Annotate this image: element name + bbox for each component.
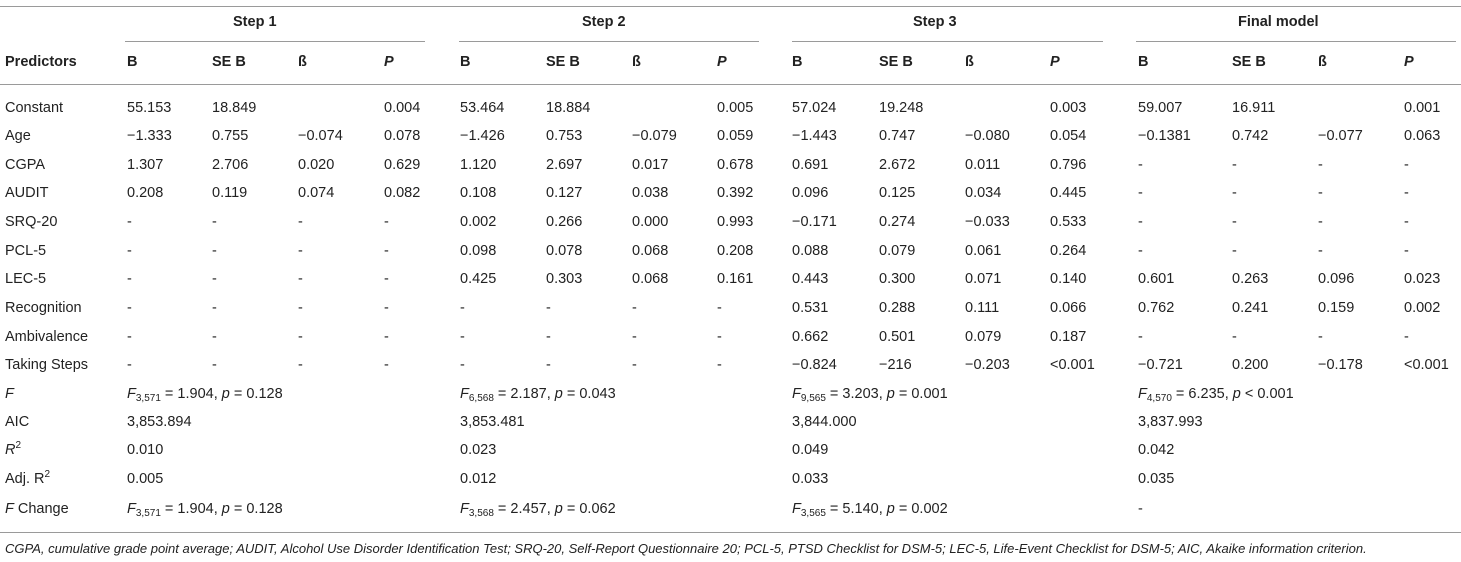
table-cell: 0.392: [717, 185, 754, 201]
table-cell: -: [1318, 214, 1323, 230]
table-cell: 0.017: [632, 157, 669, 173]
f_change-value: [127, 501, 283, 517]
table-cell: -: [384, 271, 389, 287]
table-cell: 0.678: [717, 157, 754, 173]
table-cell: <0.001: [1404, 357, 1449, 373]
table-cell: -: [460, 329, 465, 345]
table-cell: 0.127: [546, 185, 583, 201]
table-cell: -: [298, 300, 303, 316]
table-cell: 0.096: [792, 185, 829, 201]
table-cell: -: [384, 329, 389, 345]
table-cell: -: [1404, 185, 1409, 201]
aic-value: 3,853.481: [460, 414, 525, 430]
table-cell: -: [212, 300, 217, 316]
adj-r2-superscript: 2: [44, 469, 51, 480]
table-cell: 0.208: [717, 243, 754, 259]
table-cell: 0.161: [717, 271, 754, 287]
row-label: Constant: [5, 100, 64, 116]
table-cell: -: [298, 243, 303, 259]
bottom-rule: [0, 532, 1461, 533]
table-cell: 0.079: [965, 329, 1002, 345]
table-cell: 0.004: [384, 100, 421, 116]
p-value: = 0.043: [562, 386, 616, 402]
table-cell: -: [460, 357, 465, 373]
table-cell: 0.288: [879, 300, 916, 316]
table-cell: -: [1318, 329, 1323, 345]
table-cell: -: [1404, 243, 1409, 259]
table-cell: 0.533: [1050, 214, 1087, 230]
table-cell: 0.531: [792, 300, 829, 316]
table-cell: 0.241: [1232, 300, 1269, 316]
f-value: = 5.140,: [825, 501, 887, 517]
p-value: = 0.128: [229, 386, 283, 402]
step-header-final: Final model: [1238, 14, 1319, 30]
table-cell: -: [1404, 157, 1409, 173]
f-value: = 3.203,: [825, 386, 887, 402]
table-cell: 0.755: [212, 128, 249, 144]
step-3-underline: [792, 41, 1103, 42]
table-cell: 0.159: [1318, 300, 1355, 316]
table-cell: −0.079: [632, 128, 677, 144]
top-rule: [0, 6, 1461, 7]
table-cell: 0.108: [460, 185, 497, 201]
table-cell: 0.264: [1050, 243, 1087, 259]
row-label: Ambivalence: [5, 329, 89, 345]
table-cell: 0.003: [1050, 100, 1087, 116]
f-letter: F: [127, 386, 136, 402]
table-cell: -: [1404, 329, 1409, 345]
row-label: LEC-5: [5, 271, 47, 287]
f_change-value: [792, 501, 948, 517]
step-header-1: Step 1: [233, 14, 277, 30]
p-letter: p: [554, 501, 563, 517]
table-cell: -: [1318, 157, 1323, 173]
table-cell: −0.171: [792, 214, 837, 230]
adj-r2-value: 0.005: [127, 471, 164, 487]
table-cell: 0.082: [384, 185, 421, 201]
f-letter: F: [127, 501, 136, 517]
final-model-underline: [1136, 41, 1456, 42]
table-cell: 0.002: [460, 214, 497, 230]
p-value: = 0.062: [562, 501, 616, 517]
table-cell: 0.208: [127, 185, 164, 201]
table-cell: -: [212, 329, 217, 345]
f-letter: F: [1138, 386, 1147, 402]
adj-r2-value: 0.033: [792, 471, 829, 487]
table-cell: 0.119: [212, 185, 248, 201]
table-cell: 0.079: [879, 243, 916, 259]
p-letter: p: [554, 386, 563, 402]
f-value: = 1.904,: [160, 386, 222, 402]
table-cell: -: [1232, 214, 1237, 230]
table-cell: 0.662: [792, 329, 829, 345]
r2-value: 0.049: [792, 442, 829, 458]
table-cell: 18.884: [546, 100, 591, 116]
dash: -: [1138, 501, 1143, 517]
table-cell: 2.706: [212, 157, 249, 173]
table-cell: 0.111: [965, 300, 1000, 316]
p-value: = 0.128: [229, 501, 283, 517]
table-cell: 53.464: [460, 100, 505, 116]
table-cell: 0.501: [879, 329, 916, 345]
table-cell: -: [127, 357, 132, 373]
r2-value: 0.042: [1138, 442, 1175, 458]
table-cell: -: [127, 329, 132, 345]
row-label: Taking Steps: [5, 357, 89, 373]
table-cell: 0.601: [1138, 271, 1175, 287]
table-cell: -: [127, 243, 132, 259]
table-cell: 0.691: [792, 157, 829, 173]
beta-header: ß: [1318, 54, 1327, 70]
p-letter: p: [221, 501, 230, 517]
table-cell: 0.125: [879, 185, 916, 201]
table-cell: 0.038: [632, 185, 669, 201]
table-cell: -: [717, 357, 722, 373]
table-cell: 2.697: [546, 157, 583, 173]
table-cell: 0.023: [1404, 271, 1441, 287]
p-value: < 0.001: [1240, 386, 1294, 402]
table-cell: -: [384, 357, 389, 373]
table-cell: 0.078: [546, 243, 583, 259]
table-cell: −0.721: [1138, 357, 1183, 373]
f-letter: F: [792, 386, 801, 402]
table-cell: -: [1318, 243, 1323, 259]
beta-header: ß: [632, 54, 641, 70]
f-change-text: Change: [13, 501, 69, 517]
table-cell: 16.911: [1232, 100, 1276, 116]
r2-superscript: 2: [15, 440, 22, 451]
table-cell: 0.443: [792, 271, 829, 287]
table-cell: 0.187: [1050, 329, 1087, 345]
table-cell: -: [1232, 329, 1237, 345]
step-header-3: Step 3: [913, 14, 957, 30]
b-header: B: [792, 54, 803, 70]
table-cell: −0.824: [792, 357, 837, 373]
table-cell: −0.1381: [1138, 128, 1191, 144]
table-cell: 0.096: [1318, 271, 1355, 287]
df-subscript: 3,571: [135, 508, 161, 519]
table-cell: 0.747: [879, 128, 916, 144]
table-cell: -: [1232, 185, 1237, 201]
se-b-header: SE B: [1232, 54, 1266, 70]
table-cell: 19.248: [879, 100, 924, 116]
f-value: [460, 386, 616, 402]
table-cell: 0.000: [632, 214, 669, 230]
table-cell: -: [546, 357, 551, 373]
table-cell: 0.445: [1050, 185, 1087, 201]
df-subscript: 6,568: [468, 393, 494, 404]
f-value: = 6.235,: [1171, 386, 1233, 402]
table-cell: -: [384, 214, 389, 230]
aic-value: 3,844.000: [792, 414, 857, 430]
p-letter: p: [886, 501, 895, 517]
se-b-header: SE B: [212, 54, 246, 70]
table-cell: -: [1138, 185, 1143, 201]
se-b-header: SE B: [879, 54, 913, 70]
table-cell: -: [127, 300, 132, 316]
table-cell: 0.300: [879, 271, 916, 287]
table-cell: 0.425: [460, 271, 497, 287]
table-cell: 0.098: [460, 243, 497, 259]
f-value: [1138, 386, 1294, 402]
p-header: P: [1050, 54, 1060, 70]
row-label: SRQ-20: [5, 214, 58, 230]
table-cell: 0.753: [546, 128, 583, 144]
table-cell: -: [212, 271, 217, 287]
f-value: = 2.187,: [493, 386, 555, 402]
header-rule: [0, 84, 1461, 85]
table-cell: -: [1232, 243, 1237, 259]
beta-header: ß: [965, 54, 974, 70]
se-b-header: SE B: [546, 54, 580, 70]
table-cell: -: [298, 271, 303, 287]
table-cell: −0.203: [965, 357, 1010, 373]
table-cell: 1.120: [460, 157, 497, 173]
table-cell: 0.303: [546, 271, 583, 287]
table-cell: -: [460, 300, 465, 316]
f-change-letter: F: [5, 501, 14, 517]
table-cell: −0.080: [965, 128, 1010, 144]
table-cell: -: [1232, 157, 1237, 173]
table-cell: 0.001: [1404, 100, 1441, 116]
df-subscript: 3,565: [800, 508, 826, 519]
table-cell: -: [298, 214, 303, 230]
df-subscript: 3,571: [135, 393, 161, 404]
table-cell: −1.333: [127, 128, 172, 144]
f-value: = 1.904,: [160, 501, 222, 517]
table-cell: 55.153: [127, 100, 172, 116]
f-value: [792, 386, 948, 402]
adj-r2-value: 0.012: [460, 471, 497, 487]
table-cell: 0.011: [965, 157, 1001, 173]
table-cell: -: [1138, 214, 1143, 230]
table-cell: 0.629: [384, 157, 421, 173]
r2-value: 0.023: [460, 442, 497, 458]
table-cell: −0.178: [1318, 357, 1363, 373]
table-cell: -: [298, 329, 303, 345]
table-cell: 0.266: [546, 214, 583, 230]
table-cell: -: [298, 357, 303, 373]
p-value: = 0.001: [894, 386, 948, 402]
b-header: B: [127, 54, 138, 70]
table-cell: 0.020: [298, 157, 335, 173]
df-subscript: 3,568: [468, 508, 494, 519]
r2-label: [5, 442, 21, 458]
table-cell: -: [1138, 157, 1143, 173]
table-cell: 0.078: [384, 128, 421, 144]
row-label: AUDIT: [5, 185, 49, 201]
table-cell: 0.274: [879, 214, 916, 230]
aic-label: AIC: [5, 414, 30, 430]
f-letter: F: [460, 386, 469, 402]
table-cell: 0.068: [632, 243, 669, 259]
table-cell: -: [1404, 214, 1409, 230]
table-cell: 18.849: [212, 100, 257, 116]
table-cell: −1.443: [792, 128, 837, 144]
table-cell: -: [1138, 329, 1143, 345]
p-header: P: [384, 54, 394, 70]
table-cell: -: [127, 214, 132, 230]
table-cell: -: [127, 271, 132, 287]
p-letter: p: [1232, 386, 1241, 402]
table-cell: 0.993: [717, 214, 754, 230]
adj-r2-label: [5, 471, 50, 487]
table-cell: 0.066: [1050, 300, 1087, 316]
r-letter: R: [5, 442, 16, 458]
table-cell: 59.007: [1138, 100, 1183, 116]
table-cell: -: [212, 243, 217, 259]
f-letter: F: [792, 501, 801, 517]
beta-header: ß: [298, 54, 307, 70]
row-label: CGPA: [5, 157, 46, 173]
table-cell: 57.024: [792, 100, 837, 116]
table-cell: 2.672: [879, 157, 916, 173]
adj-r-text: Adj. R: [5, 471, 45, 487]
row-label: Age: [5, 128, 31, 144]
table-cell: 0.762: [1138, 300, 1175, 316]
step-1-underline: [125, 41, 425, 42]
r2-value: 0.010: [127, 442, 164, 458]
table-cell: 0.088: [792, 243, 829, 259]
footnote: CGPA, cumulative grade point average; AUDIT, Alcohol Use Disorder Identification Test; SRQ-20, Self-Report Questionnaire 20; PCL-5, PTSD Checklist for DSM-5; LEC-5, Life-Event Checklist for DSM-5; AIC, Akaike information criterion.: [5, 541, 1367, 556]
aic-value: 3,853.894: [127, 414, 192, 430]
p-value: = 0.002: [894, 501, 948, 517]
table-cell: -: [546, 329, 551, 345]
f_change-label: [5, 501, 69, 517]
table-cell: 0.005: [717, 100, 754, 116]
table-cell: 0.034: [965, 185, 1002, 201]
table-cell: 0.071: [965, 271, 1002, 287]
aic-value: 3,837.993: [1138, 414, 1203, 430]
table-cell: -: [717, 300, 722, 316]
step-header-2: Step 2: [582, 14, 626, 30]
table-cell: −0.077: [1318, 128, 1363, 144]
row-label: Recognition: [5, 300, 82, 316]
table-cell: −1.426: [460, 128, 505, 144]
table-cell: -: [546, 300, 551, 316]
f-label: F: [5, 386, 14, 402]
table-cell: 1.307: [127, 157, 164, 173]
table-cell: -: [212, 214, 217, 230]
f_change-value: [1138, 501, 1143, 517]
b-header: B: [1138, 54, 1149, 70]
p-header: P: [1404, 54, 1414, 70]
f-value: = 2.457,: [493, 501, 555, 517]
table-cell: -: [384, 300, 389, 316]
table-cell: -: [632, 357, 637, 373]
row-label: PCL-5: [5, 243, 47, 259]
p-letter: p: [886, 386, 895, 402]
table-cell: -: [717, 329, 722, 345]
table-cell: -: [212, 357, 217, 373]
table-cell: 0.063: [1404, 128, 1441, 144]
df-subscript: 9,565: [800, 393, 826, 404]
table-cell: -: [632, 300, 637, 316]
table-cell: −0.033: [965, 214, 1010, 230]
table-cell: 0.061: [965, 243, 1002, 259]
table-cell: −0.074: [298, 128, 343, 144]
table-cell: <0.001: [1050, 357, 1095, 373]
table-cell: -: [632, 329, 637, 345]
table-cell: 0.002: [1404, 300, 1441, 316]
table-cell: 0.074: [298, 185, 335, 201]
b-header: B: [460, 54, 471, 70]
f_change-value: [460, 501, 616, 517]
table-cell: 0.054: [1050, 128, 1087, 144]
table-cell: 0.742: [1232, 128, 1269, 144]
table-cell: 0.796: [1050, 157, 1087, 173]
table-cell: -: [1318, 185, 1323, 201]
table-cell: -: [1138, 243, 1143, 259]
table-cell: 0.200: [1232, 357, 1269, 373]
df-subscript: 4,570: [1146, 393, 1172, 404]
f-value: [127, 386, 283, 402]
table-cell: 0.059: [717, 128, 754, 144]
f-letter: F: [460, 501, 469, 517]
adj-r2-value: 0.035: [1138, 471, 1175, 487]
table-cell: 0.068: [632, 271, 669, 287]
table-cell: 0.140: [1050, 271, 1087, 287]
step-2-underline: [459, 41, 759, 42]
p-header: P: [717, 54, 727, 70]
table-cell: 0.263: [1232, 271, 1269, 287]
table-cell: −216: [879, 357, 912, 373]
table-cell: -: [384, 243, 389, 259]
predictors-header: Predictors: [5, 54, 77, 70]
p-letter: p: [221, 386, 230, 402]
